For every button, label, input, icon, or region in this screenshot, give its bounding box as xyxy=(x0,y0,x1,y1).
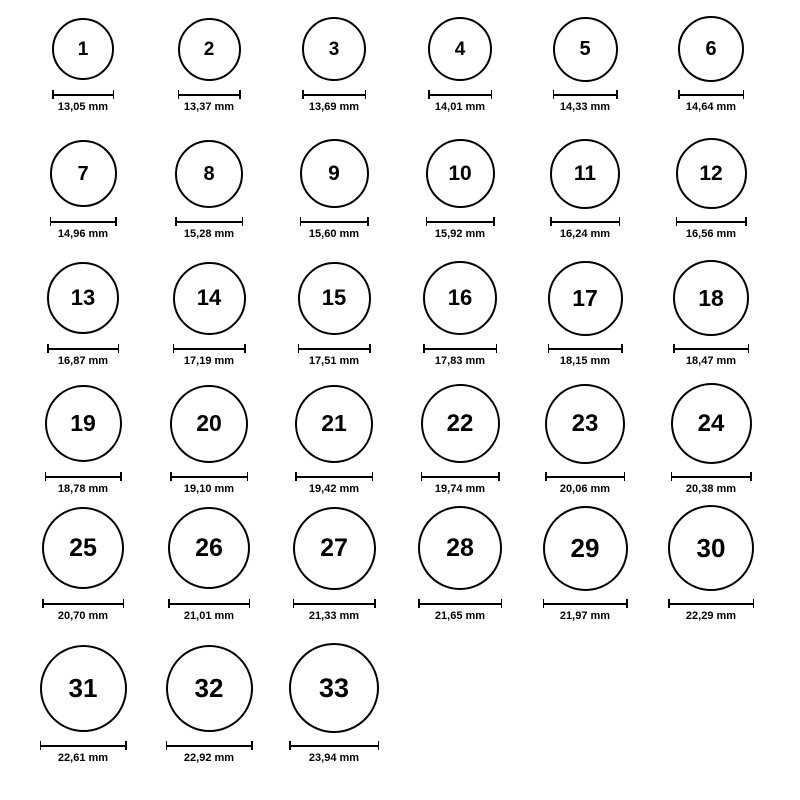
ring-size-item xyxy=(400,261,520,367)
ring-circle xyxy=(673,260,749,336)
ring-diameter-measure xyxy=(298,344,371,367)
ring-circle xyxy=(175,140,243,208)
ring-size-item xyxy=(651,260,771,367)
ring-diameter-measure xyxy=(170,472,248,495)
ring-diameter-label: 22,61 mm xyxy=(57,752,109,764)
ring-circle xyxy=(423,261,497,335)
caliper-icon xyxy=(47,344,119,353)
ring-size-item xyxy=(23,140,143,240)
caliper-icon xyxy=(428,90,492,99)
ring-size-number: 28 xyxy=(446,533,474,562)
ring-diameter-label: 16,24 mm xyxy=(559,228,611,240)
caliper-icon xyxy=(421,472,500,481)
ring-circle xyxy=(45,385,122,462)
ring-diameter-label: 14,33 mm xyxy=(559,101,611,113)
ring-size-number: 17 xyxy=(572,284,598,311)
caliper-icon xyxy=(52,90,114,99)
ring-diameter-measure xyxy=(428,90,492,113)
ring-size-number: 21 xyxy=(321,410,347,436)
ring-circle xyxy=(166,645,253,732)
ring-diameter-measure xyxy=(168,599,250,622)
ring-size-number: 29 xyxy=(570,533,600,563)
ring-diameter-measure xyxy=(300,217,369,240)
caliper-icon xyxy=(548,344,623,353)
ring-size-number: 5 xyxy=(579,38,591,60)
ring-diameter-measure xyxy=(671,472,752,495)
ring-size-item xyxy=(149,262,269,368)
ring-size-item xyxy=(149,18,269,114)
ring-circle xyxy=(293,507,376,590)
ring-diameter-label: 14,96 mm xyxy=(57,228,109,240)
ring-diameter-label: 13,37 mm xyxy=(183,101,235,113)
caliper-icon xyxy=(676,217,747,226)
ring-diameter-measure xyxy=(421,472,500,495)
ring-diameter-measure xyxy=(426,217,495,240)
ring-diameter-label: 19,10 mm xyxy=(183,483,235,495)
ring-diameter-measure xyxy=(178,90,241,113)
caliper-icon xyxy=(42,599,124,608)
ring-size-item xyxy=(400,139,520,240)
ring-diameter-measure xyxy=(295,472,373,495)
ring-size-item xyxy=(274,17,394,113)
ring-circle xyxy=(550,139,620,209)
ring-diameter-measure xyxy=(175,217,243,240)
ring-diameter-measure xyxy=(52,90,114,113)
caliper-icon xyxy=(418,599,502,608)
ring-size-item xyxy=(149,507,269,622)
ring-circle xyxy=(678,16,744,82)
ring-diameter-label: 16,87 mm xyxy=(57,355,109,367)
ring-size-number: 23 xyxy=(571,409,599,437)
ring-circle xyxy=(168,507,250,589)
ring-diameter-measure xyxy=(668,599,754,622)
caliper-icon xyxy=(545,472,625,481)
ring-size-item xyxy=(651,138,771,240)
ring-size-number: 27 xyxy=(320,533,348,562)
ring-size-number: 13 xyxy=(70,285,96,310)
ring-size-number: 2 xyxy=(203,38,215,60)
ring-diameter-label: 19,74 mm xyxy=(434,483,486,495)
ring-diameter-measure xyxy=(673,344,749,367)
ring-size-number: 18 xyxy=(698,284,724,311)
ring-diameter-label: 21,97 mm xyxy=(559,610,611,622)
ring-diameter-measure xyxy=(678,90,744,113)
ring-size-number: 10 xyxy=(448,162,472,185)
caliper-icon xyxy=(173,344,246,353)
ring-diameter-measure xyxy=(676,217,747,240)
caliper-icon xyxy=(289,741,379,750)
ring-circle xyxy=(545,384,625,464)
ring-circle xyxy=(548,261,623,336)
ring-circle xyxy=(50,140,117,207)
ring-diameter-label: 22,29 mm xyxy=(685,610,737,622)
caliper-icon xyxy=(40,741,127,750)
ring-size-number: 7 xyxy=(77,162,89,185)
ring-size-number: 24 xyxy=(697,409,725,437)
ring-size-item xyxy=(149,385,269,496)
caliper-icon xyxy=(293,599,376,608)
caliper-icon xyxy=(50,217,117,226)
ring-size-item xyxy=(525,139,645,241)
ring-circle xyxy=(42,507,124,589)
ring-size-item xyxy=(651,383,771,495)
ring-diameter-label: 14,64 mm xyxy=(685,101,737,113)
ring-size-number: 22 xyxy=(446,409,474,437)
ring-circle xyxy=(298,262,371,335)
ring-diameter-measure xyxy=(40,741,127,764)
ring-size-number: 11 xyxy=(573,162,597,185)
ring-circle xyxy=(170,385,248,463)
ring-size-item xyxy=(149,645,269,765)
ring-circle xyxy=(553,17,618,82)
ring-circle xyxy=(47,262,119,334)
ring-diameter-measure xyxy=(173,344,246,367)
ring-diameter-label: 14,01 mm xyxy=(434,101,486,113)
ring-size-number: 25 xyxy=(69,533,97,562)
ring-diameter-label: 23,94 mm xyxy=(308,752,360,764)
ring-size-item xyxy=(274,385,394,496)
ring-size-number: 6 xyxy=(705,38,717,60)
ring-circle xyxy=(421,384,500,463)
ring-size-item xyxy=(149,140,269,241)
ring-diameter-measure xyxy=(548,344,623,367)
ring-size-item xyxy=(525,384,645,496)
ring-size-item xyxy=(23,645,143,765)
caliper-icon xyxy=(426,217,495,226)
ring-size-item xyxy=(651,505,771,622)
ring-circle xyxy=(428,17,492,81)
ring-diameter-label: 17,51 mm xyxy=(308,355,360,367)
ring-diameter-measure xyxy=(423,344,497,367)
ring-diameter-label: 18,15 mm xyxy=(559,355,611,367)
ring-diameter-measure xyxy=(50,217,117,240)
ring-size-item xyxy=(23,18,143,113)
ring-circle xyxy=(52,18,114,80)
caliper-icon xyxy=(678,90,744,99)
ring-diameter-label: 13,69 mm xyxy=(308,101,360,113)
ring-diameter-measure xyxy=(289,741,379,764)
ring-circle xyxy=(676,138,747,209)
ring-size-item xyxy=(400,506,520,622)
caliper-icon xyxy=(178,90,241,99)
ring-circle xyxy=(178,18,241,81)
ring-size-item xyxy=(274,507,394,623)
ring-size-number: 19 xyxy=(70,410,96,436)
ring-size-number: 4 xyxy=(454,38,466,60)
ring-circle xyxy=(426,139,495,208)
ring-size-item xyxy=(525,261,645,368)
caliper-icon xyxy=(668,599,754,608)
ring-circle xyxy=(40,645,127,732)
ring-size-item xyxy=(274,262,394,368)
ring-diameter-label: 15,28 mm xyxy=(183,228,235,240)
ring-diameter-measure xyxy=(42,599,124,622)
ring-diameter-measure xyxy=(45,472,122,495)
caliper-icon xyxy=(543,599,628,608)
ring-diameter-label: 17,19 mm xyxy=(183,355,235,367)
ring-circle xyxy=(295,385,373,463)
ring-circle xyxy=(302,17,366,81)
ring-circle xyxy=(173,262,246,335)
ring-size-number: 31 xyxy=(68,673,98,703)
ring-diameter-measure xyxy=(545,472,625,495)
caliper-icon xyxy=(553,90,618,99)
ring-size-number: 20 xyxy=(196,410,222,436)
caliper-icon xyxy=(298,344,371,353)
ring-diameter-measure xyxy=(418,599,502,622)
ring-diameter-label: 20,70 mm xyxy=(57,610,109,622)
ring-diameter-label: 20,38 mm xyxy=(685,483,737,495)
ring-size-number: 9 xyxy=(328,162,340,185)
ring-circle xyxy=(668,505,754,591)
ring-size-number: 30 xyxy=(696,533,726,563)
caliper-icon xyxy=(295,472,373,481)
ring-size-number: 8 xyxy=(203,162,215,185)
ring-diameter-label: 18,78 mm xyxy=(57,483,109,495)
ring-diameter-label: 17,83 mm xyxy=(434,355,486,367)
ring-size-item xyxy=(23,507,143,622)
ring-diameter-label: 22,92 mm xyxy=(183,752,235,764)
caliper-icon xyxy=(673,344,749,353)
caliper-icon xyxy=(671,472,752,481)
ring-diameter-label: 18,47 mm xyxy=(685,355,737,367)
ring-size-item xyxy=(274,139,394,240)
caliper-icon xyxy=(423,344,497,353)
caliper-icon xyxy=(168,599,250,608)
caliper-icon xyxy=(300,217,369,226)
ring-diameter-label: 15,60 mm xyxy=(308,228,360,240)
ring-diameter-label: 19,42 mm xyxy=(308,483,360,495)
ring-circle xyxy=(418,506,502,590)
ring-diameter-label: 20,06 mm xyxy=(559,483,611,495)
ring-circle xyxy=(300,139,369,208)
ring-diameter-label: 21,65 mm xyxy=(434,610,486,622)
ring-size-item xyxy=(525,506,645,623)
ring-size-number: 32 xyxy=(194,673,224,703)
ring-size-number: 33 xyxy=(318,672,350,703)
ring-size-number: 15 xyxy=(321,285,347,310)
ring-diameter-measure xyxy=(302,90,366,113)
ring-diameter-measure xyxy=(543,599,628,622)
ring-size-number: 14 xyxy=(196,285,222,310)
ring-size-item xyxy=(651,16,771,113)
ring-size-number: 1 xyxy=(77,38,89,60)
ring-diameter-measure xyxy=(47,344,119,367)
caliper-icon xyxy=(302,90,366,99)
ring-size-number: 16 xyxy=(447,285,473,310)
ring-diameter-measure xyxy=(293,599,376,622)
caliper-icon xyxy=(45,472,122,481)
ring-circle xyxy=(289,643,379,733)
ring-diameter-measure xyxy=(550,217,620,240)
ring-size-item xyxy=(23,385,143,495)
ring-size-number: 12 xyxy=(699,162,723,185)
caliper-icon xyxy=(166,741,253,750)
caliper-icon xyxy=(175,217,243,226)
ring-diameter-label: 13,05 mm xyxy=(57,101,109,113)
caliper-icon xyxy=(550,217,620,226)
ring-diameter-measure xyxy=(553,90,618,113)
caliper-icon xyxy=(170,472,248,481)
ring-size-number: 3 xyxy=(328,38,340,60)
ring-size-item xyxy=(525,17,645,114)
ring-circle xyxy=(543,506,628,591)
ring-size-item xyxy=(274,643,394,764)
ring-size-item xyxy=(23,262,143,367)
ring-diameter-label: 21,01 mm xyxy=(183,610,235,622)
ring-diameter-label: 16,56 mm xyxy=(685,228,737,240)
ring-diameter-measure xyxy=(166,741,253,764)
ring-circle xyxy=(671,383,752,464)
ring-size-number: 26 xyxy=(195,533,223,562)
ring-diameter-label: 15,92 mm xyxy=(434,228,486,240)
ring-size-item xyxy=(400,17,520,113)
ring-size-item xyxy=(400,384,520,495)
ring-diameter-label: 21,33 mm xyxy=(308,610,360,622)
